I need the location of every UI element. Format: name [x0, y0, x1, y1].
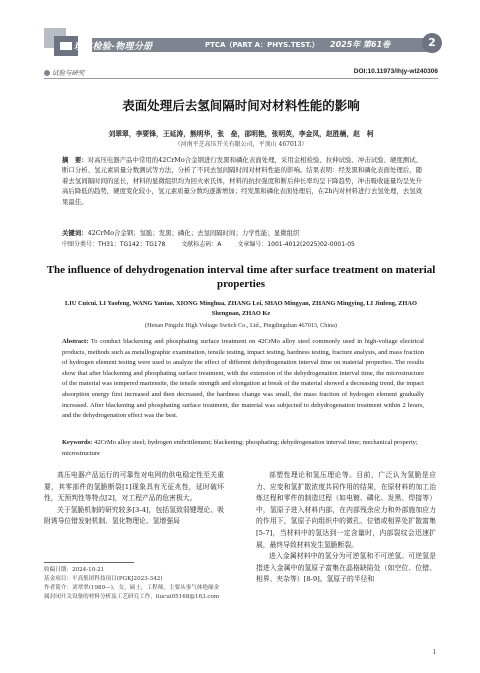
body-column-right	[256, 470, 436, 586]
footnote-divider	[44, 562, 134, 563]
keywords-en-text: 42CrMo alloy steel; hydrogen embrittlement; blackening; phosphating; dehydrogenation interval time; mechanical property; microstructure	[62, 439, 418, 457]
abstract-en	[62, 337, 424, 422]
footnote-fund: 基金项目：平高集团科技项目(PGKJ2023-342)	[44, 576, 163, 582]
footnote-received: 收稿日期：2024-10-21	[44, 567, 105, 573]
bullet-icon	[44, 70, 50, 76]
clc-number: 中图分类号：TH31；TG142；TG178	[62, 241, 166, 248]
keywords-cn-text: 42CrMo合金钢；氢脆；发黑；磷化；去氢间隔时间；力学性能；显微组织	[87, 229, 300, 237]
issue-number-badge: 2	[422, 33, 442, 53]
abstract-cn-text: 对高压电器产品中常用的42CrMo合金钢进行发黑和磷化表面处理，采用金相检验、拉伸试验、冲击试验、硬度测试、断口分析、氢元素质量分数测试等方法，分析了不同去氢间隔时间对材料性能的影响。结果表明：经发黑和磷化表面处理后，随着去氢间隔时间的延长，材料的显微组织均为回火索氏体，材料的抗拉强度和断后伸长率均呈下降趋势，冲击吸收能量均呈先升高后降低的趋势，硬度变化较小，氢元素质量分数均逐渐增加；经发黑和磷化表面处理后，在2h内对材料进行去氢处理，去氢效果最佳。	[62, 156, 422, 206]
body-paragraph: 部塑性理论和氢压理论等。目前，广泛认为氢脆是应力、应变和氢扩散浓度共同作用的结果，在原材料的加工冶炼过程和零件的制造过程（如电镀、磷化、发黑、焊接等）中，氢原子进入材料内部，在内部残余应力和外部施加应力的作用下，氢原子向组织中的微孔、位错或相界处扩散富集[5-7]，当材料中的氢达到一定含量时，内部裂纹会迅速扩展，最终导致材料发生氢脆断裂。	[256, 471, 436, 549]
section-tag-label: 试验与研究	[52, 69, 85, 77]
doi[interactable]: DOI:10.11973/lhjy-wl240306	[353, 68, 438, 75]
page-number: 1	[432, 648, 436, 656]
section-tag	[44, 68, 85, 77]
footnote-author: 作者简介：刘翠翠(1989—)，女，硕士，工程师，主要从事气体绝缘金属封闭开关设备的材料分析及工艺研究工作，liucui05168@163.com	[44, 585, 220, 600]
abstract-en-label: Abstract:	[62, 338, 89, 345]
divider	[44, 78, 438, 79]
keywords-en	[62, 438, 424, 459]
body-column-left	[44, 470, 224, 528]
journal-ptca: PTCA（PART A：PHYS.TEST.）	[205, 41, 319, 49]
keywords-cn-label: 关键词：	[62, 229, 88, 237]
keywords-en-label: Keywords:	[62, 439, 93, 446]
title-cn: 表面处理后去氢间隔时间对材料性能的影响	[122, 98, 360, 113]
article-number: 文章编号：1001-4012(2025)02-0001-05	[237, 241, 355, 248]
body-paragraph: 高压电器产品运行的可靠性对电网的供电稳定性至关重要，其零部件的氢脆断裂[1]现象具有无征兆性，延时破坏性，无预判性等特点[2]，对工程产品的危害极大。	[44, 471, 224, 503]
journal-header	[0, 0, 480, 62]
journal-issue: 2025年 第61卷	[330, 40, 391, 49]
authors-en: LIU Cuicui, LI Yaofeng, WANG Yantao, XIONG Minghua, ZHANG Lei, SHAO Mingyan, ZHANG Mingying, LI Jinfeng, ZHAO Shengnan, ZHAO Ke	[64, 300, 417, 317]
classification-meta	[62, 239, 422, 248]
title-en: The influence of dehydrogenation interval time after surface treatment on material properties	[46, 264, 436, 290]
journal-name: 理化检验-物理分册	[74, 42, 153, 52]
affiliation-en: (Henan Pingzhi High Voltage Switch Co., Ltd., Pingdingshan 467013, China)	[145, 322, 337, 329]
body-paragraph: 关于氢脆机制的研究较多[3-4]，包括氢致弱键理论、吸附诱导位错发射机制、氢化物理论、氢增强局	[44, 505, 224, 526]
body-paragraph: 进入金属材料中的氢分为可逆氢和不可逆氢。可逆氢是指进入金属中的氢原子富集在晶格缺陷处（如空位、位错、相界、夹杂等）[8-9]。氢原子的半径和	[256, 552, 436, 584]
abstract-cn	[62, 155, 422, 207]
affiliation-cn: （河南平芝高压开关有限公司，平顶山 467013）	[174, 141, 308, 148]
authors-cn: 刘翠翠，李要锋，王延涛，熊明华，张 垒，邵明艳，张明英，李金凤，赵胜楠，赵 柯	[108, 130, 374, 138]
abstract-en-text: To conduct blackening and phosphating surface treatment on 42CrMo alloy steel commonly used in high-voltage electrical products, methods such as metallographic examination, tensile testing, impact testing, hardness testing, fracture analysis, and mass fraction of hydrogen element testing were used to analyze the effect of different dehydrogenation interval time on material properties. The results show that after blackening and phosphating surface treatment, with the extension of the dehydrogenation interval time, the microstructure of the material was tempered martensite, the tensile strength and elongation at break of the material showed a decreasing trend, the impact absorption energy first increased and then decreased, the hardness change was small, the mass fraction of hydrogen element gradually increased. After blackening and phosphating surface treatment, the material was subjected to dehydrogenation treatment within 2 hours, and the dehydrogenation effect was the best.	[62, 338, 424, 420]
document-code: 文献标志码：A	[181, 241, 222, 248]
keywords-cn	[62, 228, 422, 237]
abstract-cn-label: 摘 要：	[62, 156, 88, 164]
